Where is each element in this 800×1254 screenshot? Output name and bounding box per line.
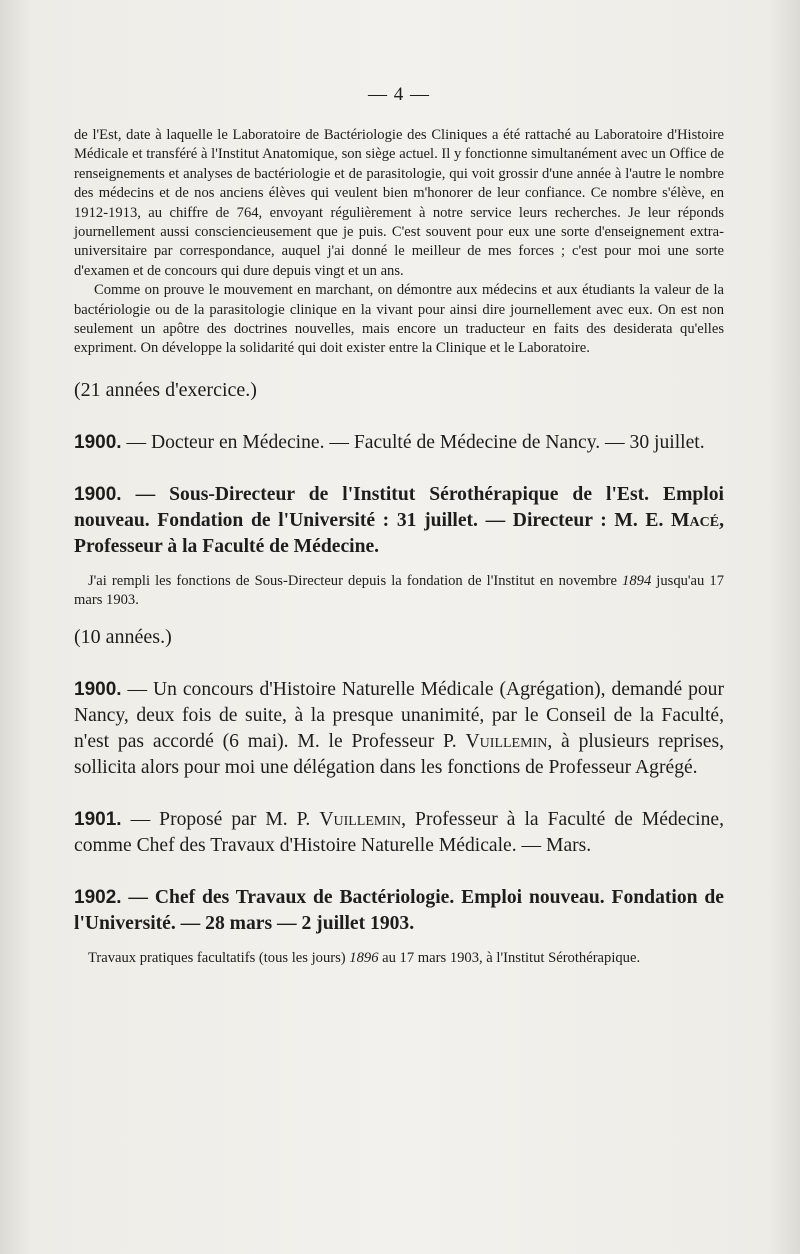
entry-year: 1900. <box>74 483 122 505</box>
person-name: Vuillemin <box>319 808 402 830</box>
entry-text-end: , Professeur à la Faculté de Médecine. <box>74 509 724 557</box>
entry-sous-directeur <box>74 482 724 560</box>
entry-text-end: , à plusieurs reprises, sollicita alors pour moi une délégation dans les fonctions de Professeur Agrégé. <box>74 730 724 778</box>
note-text: J'ai rempli les fonctions de Sous-Directeur depuis la fondation de l'Institut en novembre <box>88 572 623 589</box>
entry-text: — Docteur en Médecine. — Faculté de Médecine de Nancy. — 30 juillet. <box>126 431 705 453</box>
years-ten: (10 années.) <box>74 625 172 648</box>
note-year: 1896 <box>349 949 379 966</box>
note-text: Travaux pratiques facultatifs (tous les jours) <box>88 949 350 966</box>
entry-year: 1900. <box>74 431 122 453</box>
second-paragraph: Comme on prouve le mouvement en marchant, on démontre aux médecins et aux étudiants la valeur de la bactériologie ou de la parasitologie clinique en la vivant pour ainsi dire journellement avec eux. On est non seulement un apôtre des doctrines nouvelles, mais encore un traducteur en faits des desiderata qu'elles expriment. On développe la solidarité qui doit exister entre la Clinique et le Laboratoire. <box>74 282 724 357</box>
note-text-end: au 17 mars 1903, à l'Institut Sérothérapique. <box>378 949 641 966</box>
entry-text: — Chef des Travaux de Bactériologie. Emploi nouveau. Fondation de l'Université. — 28 mars — 2 juillet 1903. <box>74 886 724 934</box>
entry-concours <box>74 677 724 781</box>
person-name: Vuillemin <box>465 730 548 752</box>
entry-year: 1900. <box>74 678 122 700</box>
entry-text: — Sous-Directeur de l'Institut Sérothérapique de l'Est. Emploi nouveau. Fondation de l'Université : 31 juillet. — Directeur : M. E. <box>74 483 724 531</box>
entry-chef-travaux <box>74 885 724 937</box>
entry-propose <box>74 807 724 859</box>
intro-paragraph: de l'Est, date à laquelle le Laboratoire de Bactériologie des Cliniques a été rattaché au Laboratoire d'Histoire Médicale et transféré à l'Institut Anatomique, son siège actuel. Il y fonctionne simultanément avec un Office de renseignements et analyses de bactériologie et de parasitologie, qui voit grossir d'une année à l'autre le nombre des médecins et de nos anciens élèves qui veulent bien m'honorer de leur confiance. Ce nombre s'élève, en 1912-1913, au chiffre de 764, envoyant régulièrement à notre service leurs recherches. Je leur réponds journellement aussi consciencieusement que je puis. C'est souvent pour eux une sorte d'enseignement extra-universitaire par correspondance, auquel j'ai donné le meilleur de mes forces ; c'est pour moi une sorte d'examen et de concours qui dure depuis vingt et un ans. <box>74 127 724 279</box>
entry-text: — Un concours d'Histoire Naturelle Médicale (Agrégation), demandé pour Nancy, deux fois de suite, à la presque unanimité, par le Conseil de la Faculté, n'est pas accordé (6 mai). M. le Professeur P. <box>74 678 724 752</box>
person-name: Macé <box>671 509 720 531</box>
entry-year: 1902. <box>74 886 122 908</box>
note-travaux-pratiques <box>74 949 724 968</box>
years-of-service: (21 années d'exercice.) <box>74 378 257 401</box>
note-sous-directeur <box>74 572 724 610</box>
page-number: — 4 — <box>368 84 430 105</box>
note-year: 1894 <box>622 572 652 589</box>
entry-doctorate <box>74 430 724 456</box>
note-text-end: jusqu'au 17 mars 1903. <box>74 572 725 608</box>
entry-text-end: , Professeur à la Faculté de Médecine, comme Chef des Travaux d'Histoire Naturelle Médicale. — Mars. <box>74 808 724 856</box>
entry-text: — Proposé par M. P. <box>130 808 320 830</box>
entry-year: 1901. <box>74 808 122 830</box>
